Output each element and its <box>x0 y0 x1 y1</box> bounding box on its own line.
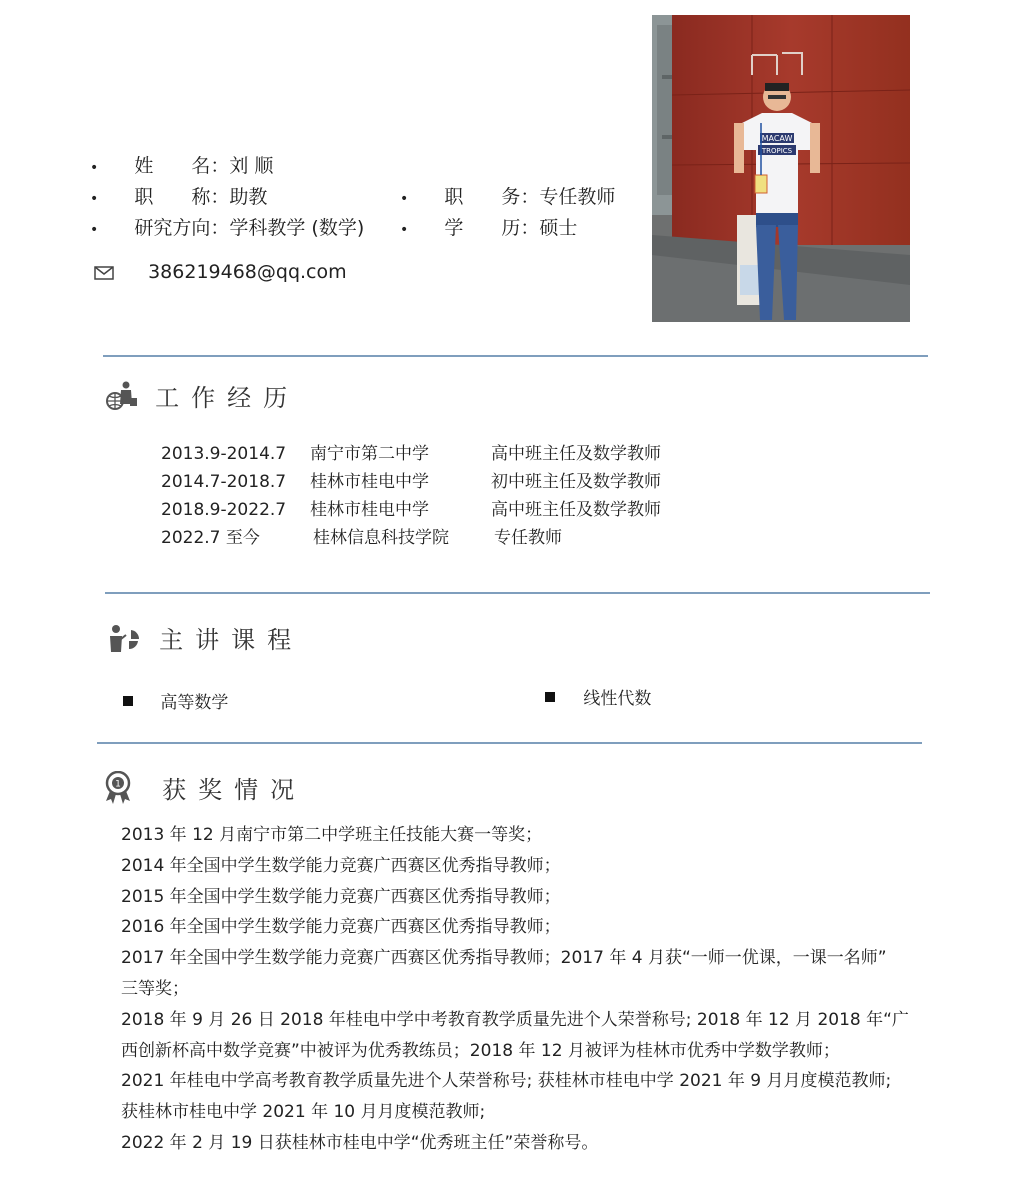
award-line: 2018 年 9 月 26 日 2018 年桂电中学中考教育教学质量先进个人荣誉称号; 2018 年 12 月 2018 年“广 <box>121 1009 909 1030</box>
title-row <box>90 185 267 211</box>
work-row <box>161 468 761 496</box>
shirt-text-2: TROPICS <box>761 147 793 155</box>
work-section-header <box>106 378 299 418</box>
bullet: • <box>400 222 409 238</box>
award-line: 2017 年全国中学生数学能力竞赛广西赛区优秀指导教师；2017 年 4 月获“一师一优课，一课一名师” <box>121 948 887 969</box>
divider <box>105 592 930 594</box>
education-label: 学 历： <box>444 217 540 239</box>
bullet: • <box>90 191 99 207</box>
businessman-globe-icon <box>106 380 138 412</box>
award-line: 2021 年桂电中学高考教育教学质量先进个人荣誉称号; 获桂林市桂电中学 2021 年 9 月月度模范教师; <box>121 1071 892 1092</box>
square-bullet <box>545 692 555 702</box>
divider <box>103 355 928 357</box>
work-period: 2018.9-2022.7 <box>161 500 287 520</box>
work-period: 2013.9-2014.7 <box>161 444 287 464</box>
awards-section-header <box>103 770 306 810</box>
profile-photo <box>652 15 910 322</box>
email-row <box>94 260 347 284</box>
envelope-icon <box>94 265 114 281</box>
work-row <box>161 496 761 524</box>
position-label: 职 务： <box>444 186 540 208</box>
email-link[interactable]: 386219468@qq.com <box>148 261 347 283</box>
photo-illustration <box>652 15 910 322</box>
education-row <box>400 216 577 242</box>
work-list <box>161 440 761 552</box>
divider <box>97 742 922 744</box>
award-line: 获桂林市桂电中学 2021 年 10 月月度模范教师; <box>121 1102 486 1123</box>
research-label: 研究方向： <box>134 217 230 239</box>
awards-list <box>121 820 951 1159</box>
title-value: 助教 <box>229 186 268 208</box>
name-value: 刘 顺 <box>229 155 274 177</box>
work-org: 桂林信息科技学院 <box>313 528 449 548</box>
bullet: • <box>90 222 99 238</box>
research-row <box>90 216 364 242</box>
work-period: 2022.7 至今 <box>161 528 260 548</box>
education-value: 硕士 <box>539 217 578 239</box>
position-value: 专任教师 <box>539 186 616 208</box>
profile-info <box>90 154 650 294</box>
award-line: 西创新杯高中数学竞赛”中被评为优秀教练员；2018 年 12 月被评为桂林市优秀中学数学教师； <box>121 1040 840 1061</box>
award-line: 2014 年全国中学生数学能力竞赛广西赛区优秀指导教师； <box>121 855 561 876</box>
work-section-title: 工作经历 <box>155 384 300 412</box>
work-period: 2014.7-2018.7 <box>161 472 287 492</box>
work-row <box>161 524 761 552</box>
bullet: • <box>90 160 99 176</box>
award-line: 2022 年 2 月 19 日获桂林市桂电中学“优秀班主任”荣誉称号。 <box>121 1132 599 1153</box>
course-item <box>545 684 651 709</box>
work-role: 初中班主任及数学教师 <box>491 472 661 492</box>
course-item <box>123 688 228 713</box>
position-row <box>400 185 615 211</box>
course-name: 高等数学 <box>160 693 229 713</box>
award-line: 2015 年全国中学生数学能力竞赛广西赛区优秀指导教师； <box>121 886 561 907</box>
work-role: 高中班主任及数学教师 <box>491 500 661 520</box>
title-label: 职 称： <box>134 186 230 208</box>
work-role: 高中班主任及数学教师 <box>491 444 661 464</box>
work-role: 专任教师 <box>494 528 562 548</box>
courses-section-header <box>108 620 303 660</box>
courses-section-title: 主讲课程 <box>159 626 304 654</box>
name-label: 姓 名： <box>134 155 230 177</box>
shirt-text-1: MACAW <box>761 134 793 143</box>
presenter-chart-icon <box>108 622 140 654</box>
bullet: • <box>400 191 409 207</box>
work-row <box>161 440 761 468</box>
course-name: 线性代数 <box>583 689 652 709</box>
research-value: 学科教学 (数学) <box>229 217 365 239</box>
work-org: 桂林市桂电中学 <box>310 500 429 520</box>
award-line: 2016 年全国中学生数学能力竞赛广西赛区优秀指导教师； <box>121 917 561 938</box>
square-bullet <box>123 696 133 706</box>
award-line: 三等奖； <box>121 978 189 999</box>
work-org: 南宁市第二中学 <box>310 444 429 464</box>
name-row <box>90 154 273 180</box>
svg-text:1: 1 <box>115 779 121 789</box>
award-line: 2013 年 12 月南宁市第二中学班主任技能大赛一等奖； <box>121 825 543 845</box>
award-medal-icon <box>103 771 135 805</box>
work-org: 桂林市桂电中学 <box>310 472 429 492</box>
awards-section-title: 获奖情况 <box>162 776 307 804</box>
